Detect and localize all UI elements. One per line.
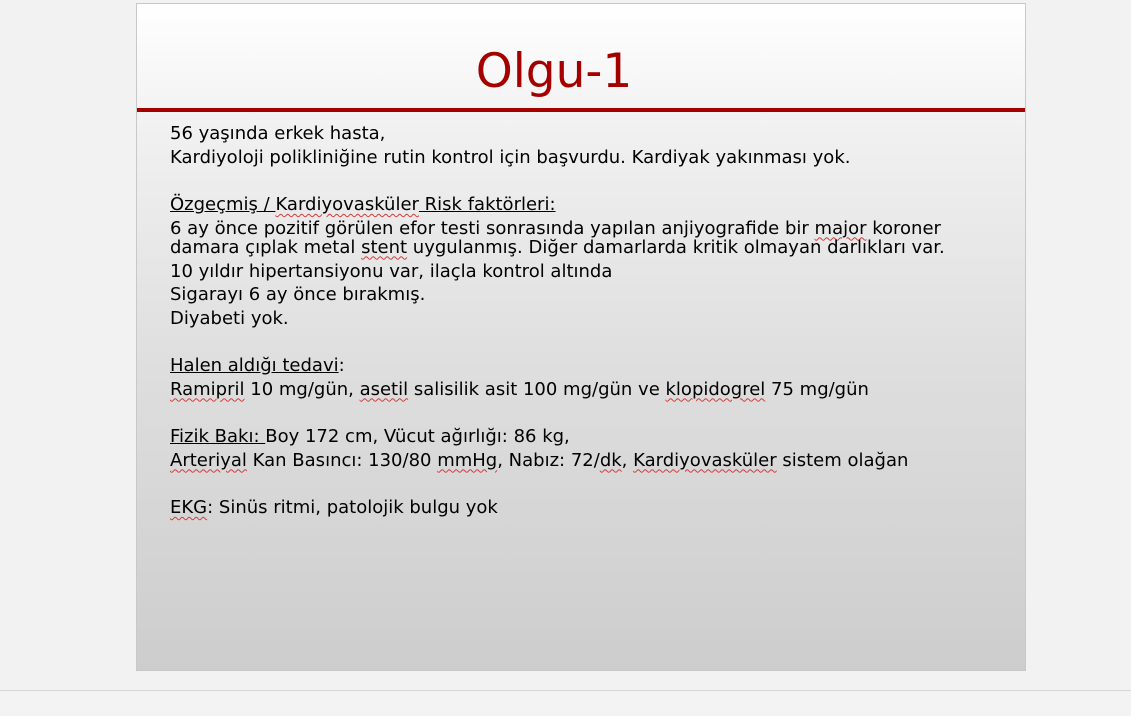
slide-body-text[interactable] [170,122,1000,520]
intro-line-2: Kardiyoloji polikliniğine rutin kontrol için başvurdu. Kardiyak yakınması yok. [170,146,851,168]
exam-dk: dk [599,449,622,471]
history-item-hypertension: 10 yıldır hipertansiyonu var, ilaçla kontrol altında [170,260,613,282]
exam-text-a: Kan Basıncı: 130/80 [246,449,438,471]
treatment-text-2: salisilik asit 100 mg/gün ve [408,378,666,400]
history-item-diabetes: Diyabeti yok. [170,307,289,329]
exam-line1-text: Boy 172 cm, Vücut ağırlığı: 86 kg, [265,426,570,447]
exam-heading: Fizik Bakı: [170,426,266,447]
blank-line [170,330,1000,354]
treatment-heading-colon: : [338,355,345,376]
exam-line-1 [170,425,1000,449]
drug-ramipril: Ramipril [170,378,245,400]
history-item1-major: major [814,217,867,239]
history-item-angiography [170,219,1000,257]
exam-line-2 [170,449,1000,473]
exam-text-d: sistem olağan [776,449,909,471]
history-heading-part1: Özgeçmiş / [170,194,276,215]
history-heading-part3: Risk faktörleri: [418,194,556,215]
history-item1-text-a: 6 ay önce pozitif görülen efor testi sonrasında yapılan anjiyografide bir [170,217,815,239]
treatment-heading-text: Halen aldığı tedavi [170,355,339,376]
blank-line [170,401,1000,425]
treatment-text-3: 75 mg/gün [765,378,869,400]
drug-asetil: asetil [359,378,409,400]
exam-text-c: , [621,449,634,471]
history-item1-text-b: koroner damara çıplak metal [170,217,941,258]
history-item1-text-c: uygulanmış. Diğer damarlarda kritik olmayan darlıkları var. [407,236,945,258]
history-heading-cardio: Kardiyovasküler [275,194,419,215]
treatment-heading [170,354,1000,378]
exam-cardio: Kardiyovasküler [633,449,777,471]
status-bar [0,691,1131,716]
blank-line [170,472,1000,496]
exam-text-b: , Nabız: 72/ [497,449,600,471]
treatment-drugs [170,378,1000,402]
history-item-smoking: Sigarayı 6 ay önce bırakmış. [170,284,426,305]
title-divider [137,108,1025,112]
ekg-line [170,496,1000,520]
ekg-text: : Sinüs ritmi, patolojik bulgu yok [207,497,498,518]
blank-line [170,169,1000,193]
history-item1-stent: stent [361,236,408,258]
slide-canvas[interactable] [136,3,1026,671]
treatment-text-1: 10 mg/gün, [244,378,360,400]
intro-line-1: 56 yaşında erkek hasta, [170,123,386,144]
exam-mmhg: mmHg [437,449,498,471]
slide-title[interactable]: Olgu-1 [475,44,633,99]
exam-arterial: Arteriyal [170,449,247,471]
ekg-label: EKG [170,497,208,518]
history-heading [170,193,1000,217]
drug-klopidogrel: klopidogrel [665,378,766,400]
